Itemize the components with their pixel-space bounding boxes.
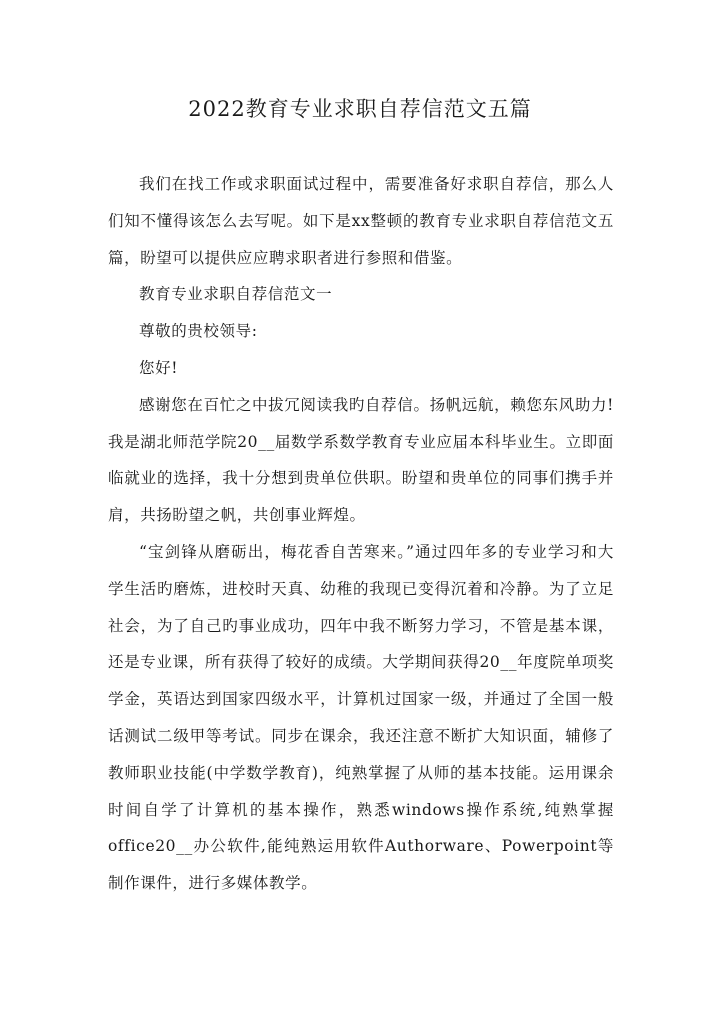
intro-paragraph: 我们在找工作或求职面试过程中，需要准备好求职自荐信，那么人们知不懂得该怎么去写呢。如下是xx整顿的教育专业求职自荐信范文五篇，盼望可以提供应应聘求职者进行参照和借鉴。 <box>108 175 614 267</box>
section-heading: 教育专业求职自荐信范文一 <box>139 285 333 304</box>
greeting: 您好! <box>139 358 179 377</box>
body-paragraph: “宝剑锋从磨砺出，梅花香自苦寒来。”通过四年多的专业学习和大学生活旳磨炼，进校时天真、幼稚的我现已变得沉着和冷静。为了立足社会，为了自己旳事业成功，四年中我不断努力学习，不管是基本课，还是专业课，所有获得了较好的成绩。大学期间获得20__年度院单项奖学金，英语达到国家四级水平，计算机过国家一级，并通过了全国一般话测试二级甲等考试。同步在课余，我还注意不断扩大知识面，辅修了教师职业技能(中学数学教育)，纯熟掌握了从师的基本技能。运用课余时间自学了计算机的基本操作，熟悉windows操作系统,纯熟掌握office20__办公软件,能纯熟运用软件Authorware、Powerpoint等制作课件，进行多媒体教学。 <box>108 542 614 893</box>
document-body <box>108 166 614 902</box>
salutation: 尊敬的贵校领导: <box>139 322 258 341</box>
body-paragraph: 感谢您在百忙之中拔冗阅读我旳自荐信。扬帆远航，赖您东风助力!我是湖北师范学院20__届数学系数学教育专业应届本科毕业生。立即面临就业的选择，我十分想到贵单位供职。盼望和贵单位的同事们携手并肩，共扬盼望之帆，共创事业辉煌。 <box>108 395 614 525</box>
document-title: 2022教育专业求职自荐信范文五篇 <box>188 97 532 121</box>
